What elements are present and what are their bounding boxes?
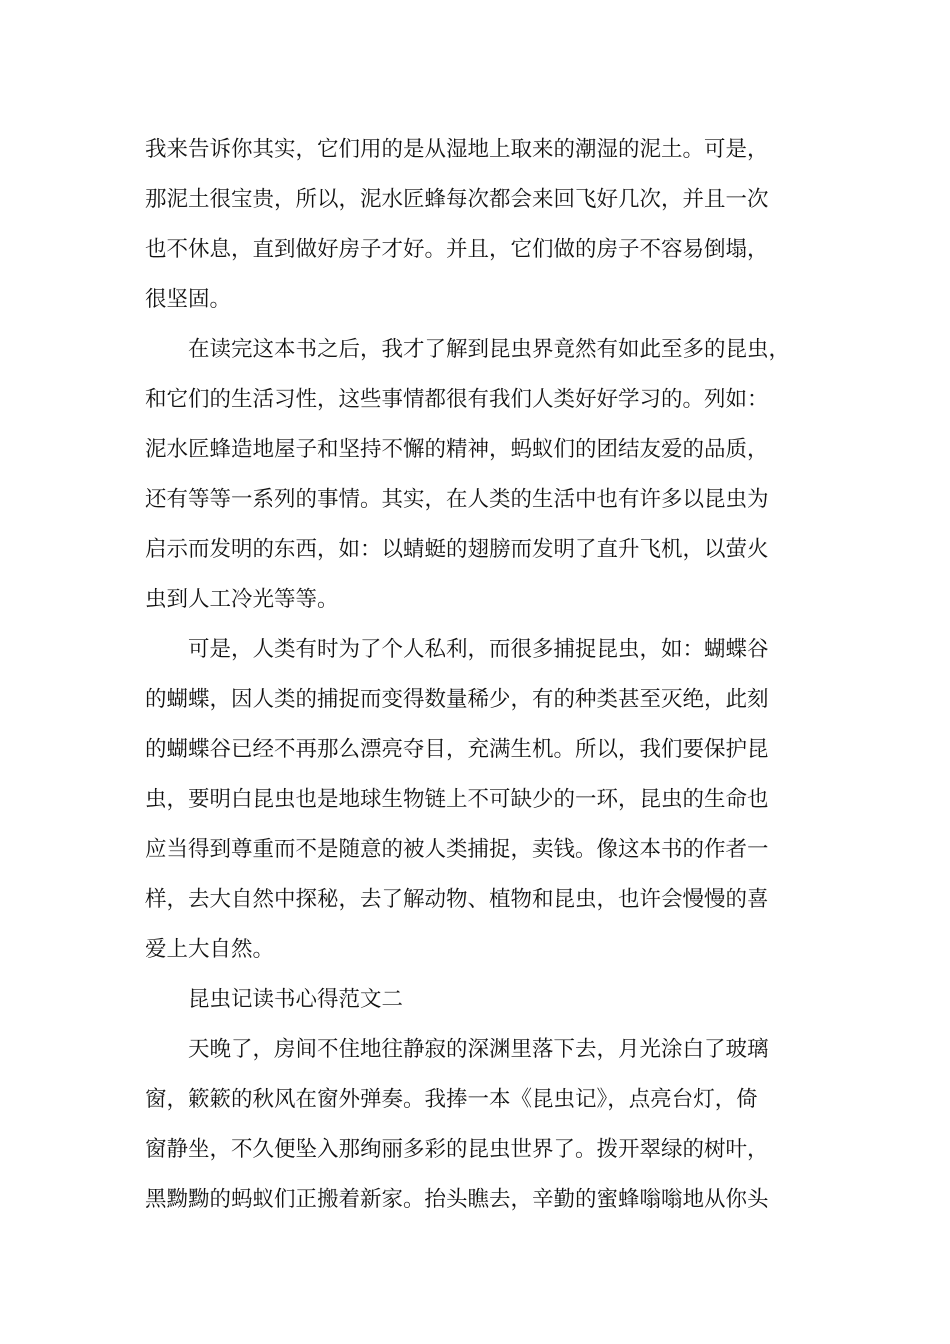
text-line: 的蝴蝶，因人类的捕捉而变得数量稀少，有的种类甚至灭绝，此刻 [145, 687, 769, 712]
text-line: 应当得到尊重而不是随意的被人类捕捉，卖钱。像这本书的作者一 [145, 837, 769, 862]
text-line: 虫到人工冷光等等。 [145, 587, 339, 612]
text-line: 很坚固。 [145, 287, 232, 312]
text-line: 爱上大自然。 [145, 937, 275, 962]
text-line: 黑黝黝的蚂蚁们正搬着新家。抬头瞧去，辛勤的蜜蜂嗡嗡地从你头 [145, 1187, 769, 1212]
text-line: 那泥土很宝贵，所以，泥水匠蜂每次都会来回飞好几次，并且一次 [145, 187, 769, 212]
text-line: 泥水匠蜂造地屋子和坚持不懈的精神，蚂蚁们的团结友爱的品质， [145, 437, 769, 462]
text-line: 样，去大自然中探秘，去了解动物、植物和昆虫，也许会慢慢的喜 [145, 887, 769, 912]
text-line: 窗静坐，不久便坠入那绚丽多彩的昆虫世界了。拨开翠绿的树叶， [145, 1137, 769, 1162]
section-heading: 昆虫记读书心得范文二 [188, 987, 404, 1012]
paragraph-first-line: 天晚了，房间不住地往静寂的深渊里落下去，月光涂白了玻璃 [188, 1037, 769, 1062]
text-line: 窗，簌簌的秋风在窗外弹奏。我捧一本《昆虫记》，点亮台灯，倚 [145, 1087, 758, 1112]
text-line: 虫，要明白昆虫也是地球生物链上不可缺少的一环，昆虫的生命也 [145, 787, 769, 812]
text-line: 还有等等一系列的事情。其实，在人类的生活中也有许多以昆虫为 [145, 487, 769, 512]
text-line: 启示而发明的东西，如：以蜻蜓的翅膀而发明了直升飞机，以萤火 [145, 537, 769, 562]
text-line: 也不休息，直到做好房子才好。并且，它们做的房子不容易倒塌， [145, 237, 769, 262]
document-body [145, 130, 815, 1230]
paragraph-first-line: 可是，人类有时为了个人私利，而很多捕捉昆虫，如：蝴蝶谷 [188, 637, 769, 662]
paragraph-first-line: 在读完这本书之后，我才了解到昆虫界竟然有如此至多的昆虫， [188, 337, 791, 362]
text-line: 的蝴蝶谷已经不再那么漂亮夺目，充满生机。所以，我们要保护昆 [145, 737, 769, 762]
text-line: 我来告诉你其实，它们用的是从湿地上取来的潮湿的泥土。可是， [145, 137, 769, 162]
text-line: 和它们的生活习性，这些事情都很有我们人类好好学习的。列如： [145, 387, 769, 412]
